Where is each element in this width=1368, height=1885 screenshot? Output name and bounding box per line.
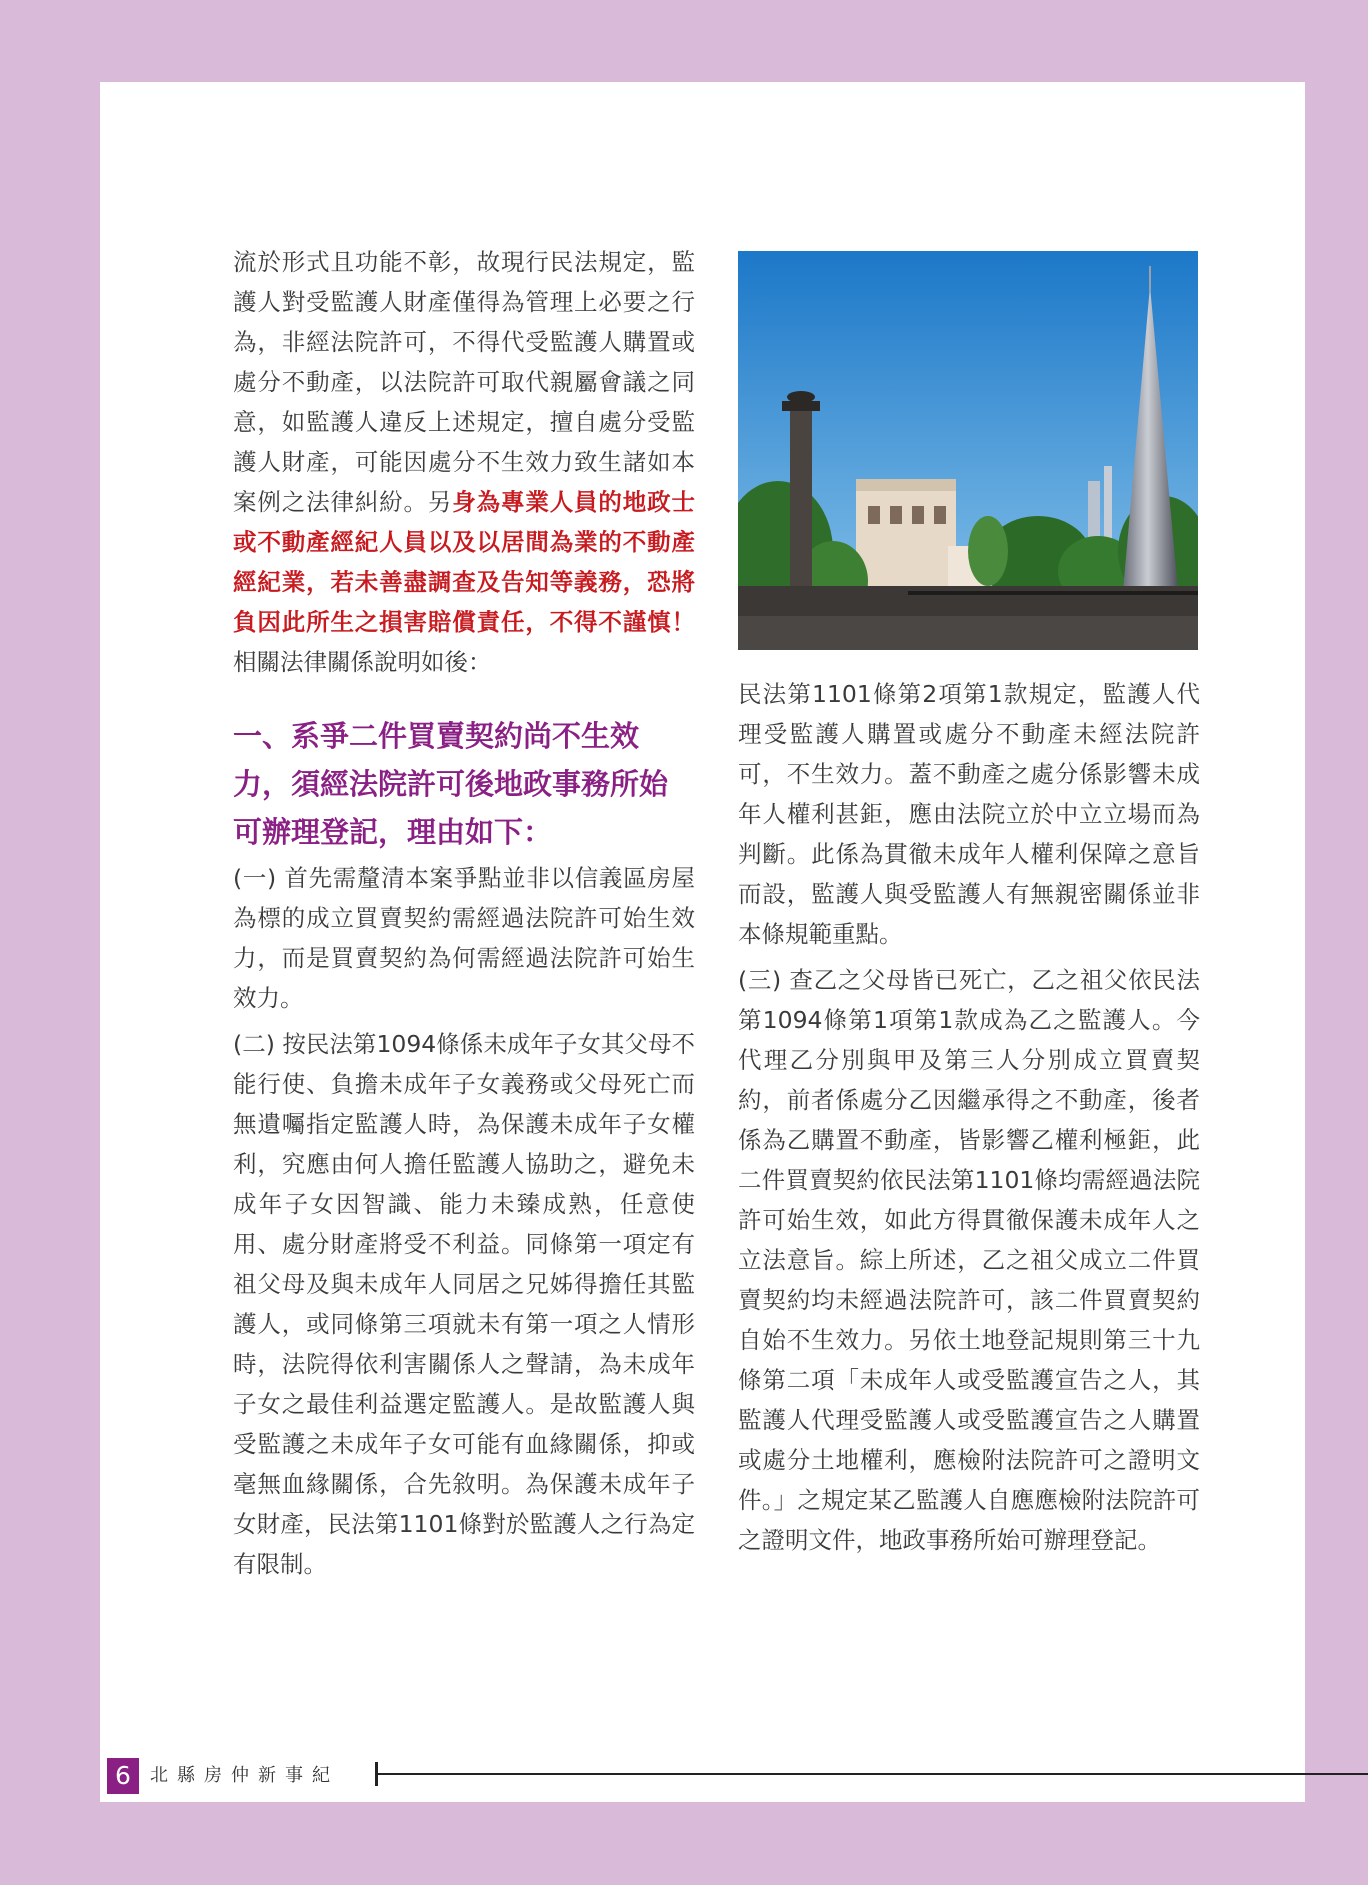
page-number: 6 (107, 1758, 139, 1794)
item-3: (三) 查乙之父母皆已死亡，乙之祖父依民法第1094條第1項第1款成為乙之監護人。今代理乙分別與甲及第三人分別成立買賣契約，前者係處分乙因繼承得之不動產，後者係為乙購置不動產，皆影響乙權利極鉅，此二件買賣契約依民法第1101條均需經過法院許可始生效，如此方得貫徹保護未成年人之立法意旨。綜上所述，乙之祖父成立二件買賣契約均未經過法院許可，該二件買賣契約自始不生效力。另依土地登記規則第三十九條第二項「未成年人或受監護宣告之人，其監護人代理受監護人或受監護宣告之人購置或處分土地權利，應檢附法院許可之證明文件。」之規定某乙監護人自應應檢附法院許可之證明文件，地政事務所始可辦理登記。 (738, 966, 1200, 1554)
intro-text: 流於形式且功能不彰，故現行民法規定，監護人對受監護人財產僅得為管理上必要之行為，非經法院許可，不得代受監護人購置或處分不動產，以法院許可取代親屬會議之同意，如監護人違反上述規定，擅自處分受監護人財產，可能因處分不生效力致生諸如本案例之法律糾紛。另 (233, 248, 695, 516)
park-photo (738, 251, 1198, 650)
page-sheet (100, 82, 1305, 1802)
item-2: (二) 按民法第1094條係未成年子女其父母不能行使、負擔未成年子女義務或父母死亡而無遺囑指定監護人時，為保護未成年子女權利，究應由何人擔任監護人協助之，避免未成年子女因智識、能力未臻成熟，任意使用、處分財產將受不利益。同條第一項定有祖父母及與未成年人同居之兄姊得擔任其監護人，或同條第三項就未有第一項之人情形時，法院得依利害關係人之聲請，為未成年子女之最佳利益選定監護人。是故監護人與受監護之未成年子女可能有血緣關係，抑或毫無血緣關係，合先敘明。為保護未成年子女財產，民法第1101條對於監護人之行為定有限制。 (233, 1030, 695, 1578)
item-1: (一) 首先需釐清本案爭點並非以信義區房屋為標的成立買賣契約需經過法院許可始生效力，而是買賣契約為何需經過法院許可始生效力。 (233, 864, 695, 1012)
section-heading: 一、系爭二件買賣契約尚不生效力，須經法院許可後地政事務所始可辦理登記，理由如下： (233, 719, 669, 849)
intro-paragraph (233, 242, 695, 682)
magazine-title: 北縣房仲新事紀 (150, 1765, 339, 1786)
left-column (233, 242, 695, 1584)
photo-illustration (738, 251, 1198, 650)
footer-rule (375, 1773, 1368, 1775)
right-paragraph: 民法第1101條第2項第1款規定，監護人代理受監護人購置或處分不動產未經法院許可，不生效力。蓋不動產之處分係影響未成年人權利甚鉅，應由法院立於中立立場而為判斷。此係為貫徹未成年人權利保障之意旨而設，監護人與受監護人有無親密關係並非本條規範重點。 (738, 680, 1200, 948)
warning-highlight: 身為專業人員的地政士或不動產經紀人員以及以居間為業的不動產經紀業，若未善盡調查及告知等義務，恐將負因此所生之損害賠償責任，不得不謹慎！ (233, 488, 695, 636)
intro-text-end: 相關法律關係說明如後： (233, 648, 492, 676)
right-column (738, 674, 1200, 1560)
